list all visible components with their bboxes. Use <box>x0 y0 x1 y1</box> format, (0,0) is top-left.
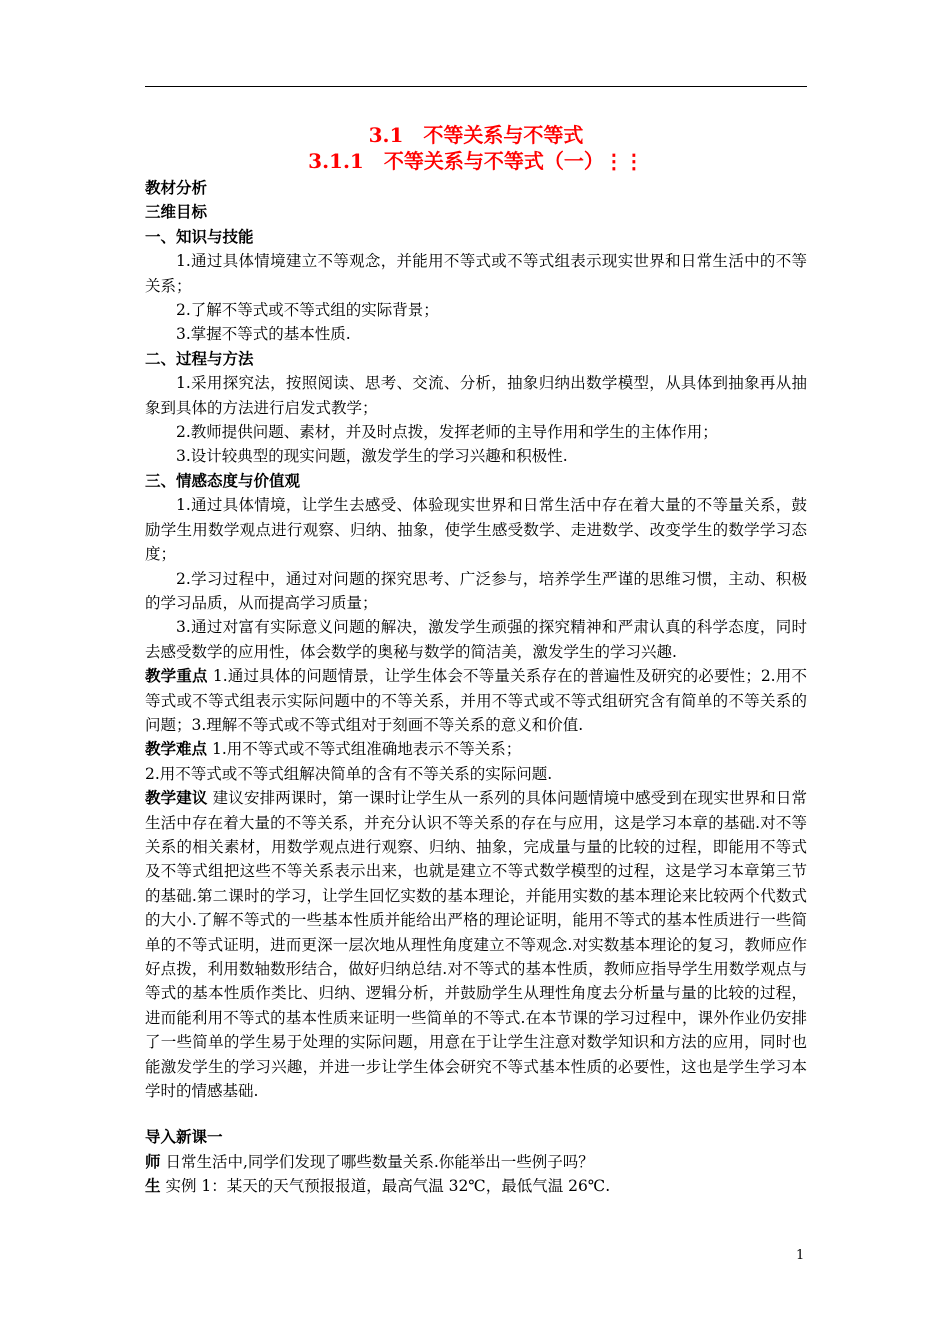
document-body <box>145 122 807 1199</box>
process-item-1: 1.采用探究法，按照阅读、思考、交流、分析，抽象归纳出数学模型，从具体到抽象再从抽象到具体的方法进行启发式教学； <box>145 374 807 417</box>
teacher-text: 日常生活中,同学们发现了哪些数量关系.你能举出一些例子吗？ <box>165 1152 594 1171</box>
teacher-line <box>145 1150 807 1174</box>
knowledge-item-2: 2.了解不等式或不等式组的实际背景； <box>176 301 439 320</box>
attitude-item-2: 2.学习过程中，通过对问题的探究思考、广泛参与，培养学生严谨的思维习惯，主动、积极的学习品质，从而提高学习质量； <box>145 569 807 612</box>
section-process-title: 二、过程与方法 <box>145 348 254 368</box>
section-knowledge-title: 一、知识与技能 <box>145 226 254 246</box>
teaching-suggestion-label: 教学建议 <box>145 788 208 808</box>
spacer <box>145 1103 807 1125</box>
process-item-3: 3.设计较典型的现实问题，激发学生的学习兴趣和积极性. <box>176 447 568 466</box>
process-item-2: 2.教师提供问题、素材，并及时点拨，发挥老师的主导作用和学生的主体作用； <box>176 423 718 442</box>
key-points-label: 教学重点 <box>145 666 208 686</box>
attitude-item-3: 3.通过对富有实际意义问题的解决，激发学生顽强的探究精神和严肃认真的科学态度，同时去感受数学的应用性，体会数学的奥秘与数学的简洁美，激发学生的学习兴趣. <box>145 618 807 661</box>
heading-goals: 三维目标 <box>145 202 208 222</box>
key-points <box>145 664 807 737</box>
intro-title: 导入新课一 <box>145 1127 223 1147</box>
difficult-points-label: 教学难点 <box>145 739 208 759</box>
difficult-points-text-1: 1.用不等式或不等式组准确地表示不等关系； <box>211 740 522 759</box>
student-line <box>145 1174 807 1198</box>
teacher-label: 师 <box>145 1151 161 1171</box>
header-rule <box>145 86 807 87</box>
section-attitude-title: 三、情感态度与价值观 <box>145 470 301 490</box>
page-number: 1 <box>796 1248 805 1263</box>
knowledge-item-3: 3.掌握不等式的基本性质. <box>176 325 351 344</box>
student-label: 生 <box>145 1176 161 1196</box>
lesson-subtitle: 3.1.1 不等关系与不等式（一）⋮⋮ <box>308 149 644 173</box>
student-text: 实例 1：某天的天气预报报道，最高气温 32℃，最低气温 26℃. <box>165 1177 611 1196</box>
heading-analysis: 教材分析 <box>145 178 208 197</box>
attitude-item-1: 1.通过具体情境，让学生去感受、体验现实世界和日常生活中存在着大量的不等量关系，鼓励学生用数学观点进行观察、归纳、抽象，使学生感受数学、走进数学、改变学生的数学学习态度； <box>145 496 807 564</box>
key-points-text: 1.通过具体的问题情景，让学生体会不等量关系存在的普遍性及研究的必要性；2.用不等式或不等式组表示实际问题中的不等关系，并用不等式或不等式组研究含有简单的不等关系的问题；3.理解不等式或不等式组对于刻画不等关系的意义和价值. <box>145 667 807 734</box>
difficult-points <box>145 737 807 761</box>
knowledge-item-1: 1.通过具体情境建立不等观念，并能用不等式或不等式组表示现实世界和日常生活中的不等关系； <box>145 252 807 295</box>
difficult-points-text-2: 2.用不等式或不等式组解决简单的含有不等关系的实际问题. <box>145 764 553 783</box>
lesson-title: 3.1 不等关系与不等式 <box>368 123 584 147</box>
teaching-suggestion-text: 建议安排两课时，第一课时让学生从一系列的具体问题情境中感受到在现实世界和日常生活中存在着大量的不等关系，并充分认识不等关系的存在与应用，这是学习本章的基础.对不等关系的相关素材，用数学观点进行观察、归纳、抽象，完成量与量的比较的过程，即能用不等式及不等式组把这些不等关系表示出来，也就是建立不等式数学模型的过程，这是学习本章第三节的基础.第二课时的学习，让学生回忆实数的基本理论，并能用实数的基本理论来比较两个代数式的大小.了解不等式的一些基本性质并能给出严格的理论证明，能用不等式的基本性质进行一些简单的不等式证明，进而更深一层次地从理性角度建立不等观念.对实数基本理论的复习，教师应作好点拨，利用数轴数形结合，做好归纳总结.对不等式的基本性质，教师应指导学生用数学观点与等式的基本性质作类比、归纳、逻辑分析，并鼓励学生从理性角度去分析量与量的比较的过程，进而能利用不等式的基本性质来证明一些简单的不等式.在本节课的学习过程中，课外作业仍安排了一些简单的学生易于处理的实际问题，用意在于让学生注意对数学知识和方法的应用，同时也能激发学生的学习兴趣，并进一步让学生体会研究不等式基本性质的必要性，这也是学生学习本学时的情感基础. <box>145 789 807 1101</box>
teaching-suggestion <box>145 786 807 1103</box>
